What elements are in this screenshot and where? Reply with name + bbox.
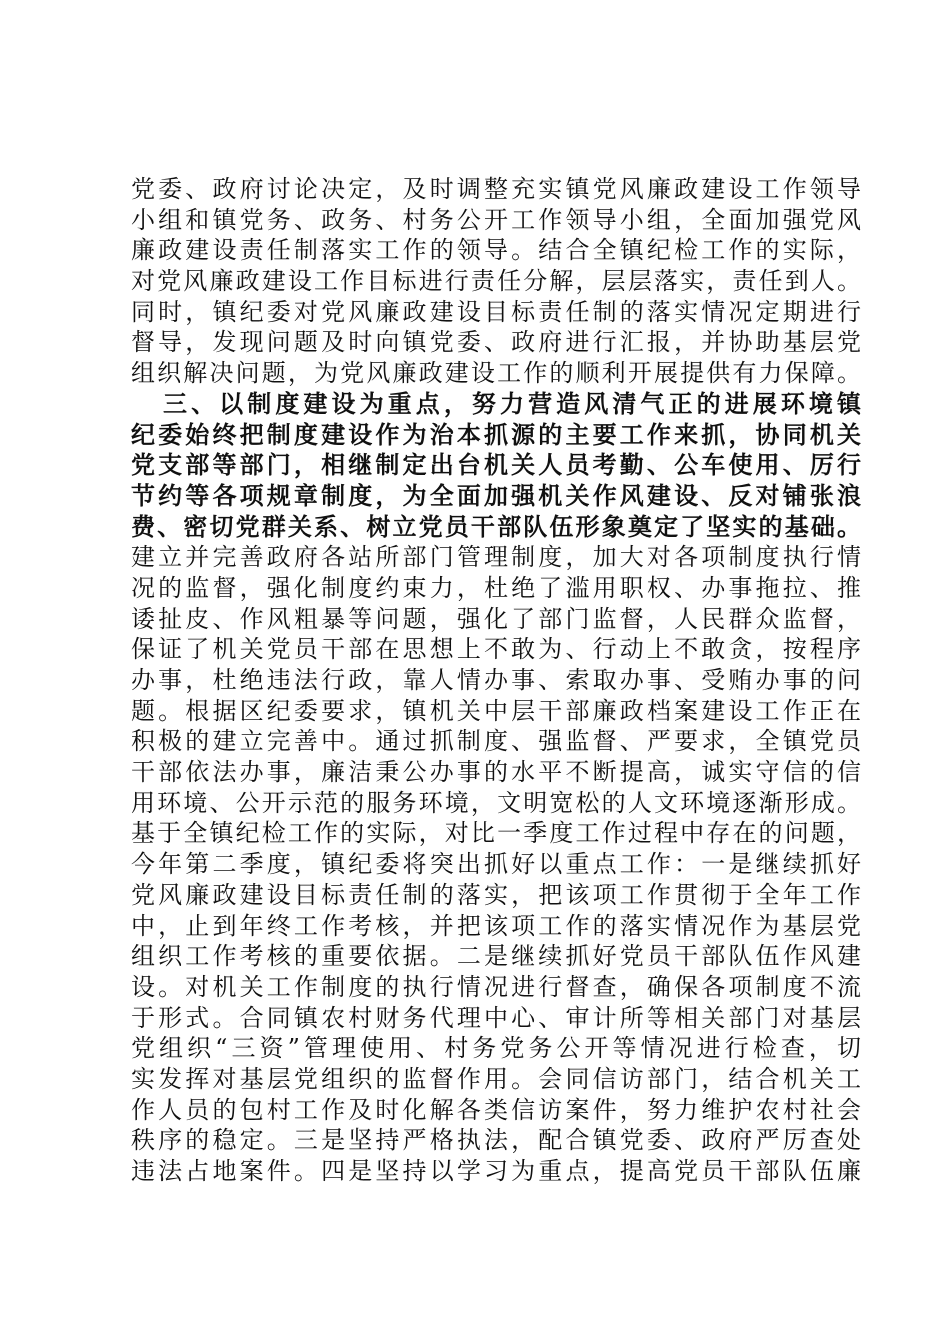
text-line: 党组织“三资”管理使用、村务党务公开等情况进行检查，切 [131, 1034, 861, 1063]
text-line: 建立并完善政府各站所部门管理制度，加大对各项制度执行情 [131, 543, 861, 572]
text-line: 作人员的包村工作及时化解各类信访案件，努力维护农村社会 [131, 1095, 861, 1124]
text-line: 题。根据区纪委要求，镇机关中层干部廉政档案建设工作正在 [131, 696, 861, 725]
text-line: 况的监督，强化制度约束力，杜绝了滥用职权、办事拖拉、推 [131, 573, 861, 602]
text-line: 组织解决问题，为党风廉政建设工作的顺利开展提供有力保障。 [131, 359, 861, 388]
text-line: 设。对机关工作制度的执行情况进行督查，确保各项制度不流 [131, 972, 861, 1001]
text-line: 诿扯皮、作风粗暴等问题，强化了部门监督，人民群众监督， [131, 604, 861, 633]
text-line: 办事，杜绝违法行政，靠人情办事、索取办事、受贿办事的问 [131, 666, 861, 694]
text-line: 党委、政府讨论决定，及时调整充实镇党风廉政建设工作领导 [131, 175, 861, 203]
text-line: 秩序的稳定。三是坚持严格执法，配合镇党委、政府严厉查处 [131, 1126, 861, 1155]
text-line: 组织工作考核的重要依据。二是继续抓好党员干部队伍作风建 [131, 942, 861, 971]
text-line: 保证了机关党员干部在思想上不敢为、行动上不敢贪，按程序 [131, 635, 861, 664]
section-heading-line: 三、以制度建设为重点，努力营造风清气正的进展环境镇 [163, 388, 861, 418]
text-line: 中，止到年终工作考核，并把该项工作的落实情况作为基层党 [131, 911, 861, 940]
text-line: 廉政建设责任制落实工作的领导。结合全镇纪检工作的实际， [131, 236, 861, 265]
text-line: 用环境、公开示范的服务环境，文明宽松的人文环境逐渐形成。 [131, 788, 861, 817]
text-line: 同时，镇纪委对党风廉政建设目标责任制的落实情况定期进行 [131, 297, 861, 326]
bold-text-line: 党支部等部门，相继制定出台机关人员考勤、公车使用、厉行 [131, 450, 861, 480]
text-line: 督导，发现问题及时向镇党委、政府进行汇报，并协助基层党 [131, 328, 861, 357]
text-line: 党风廉政建设目标责任制的落实，把该项工作贯彻于全年工作 [131, 880, 861, 909]
text-line: 今年第二季度，镇纪委将突出抓好以重点工作：一是继续抓好 [131, 850, 861, 879]
text-line: 实发挥对基层党组织的监督作用。会同信访部门，结合机关工 [131, 1064, 861, 1093]
text-line: 违法占地案件。四是坚持以学习为重点，提高党员干部队伍廉 [131, 1157, 861, 1185]
bold-text-line: 纪委始终把制度建设作为治本抓源的主要工作来抓，协同机关 [131, 419, 861, 449]
text-line: 于形式。合同镇农村财务代理中心、审计所等相关部门对基层 [131, 1003, 861, 1032]
bold-text-line: 节约等各项规章制度，为全面加强机关作风建设、反对铺张浪 [131, 480, 861, 510]
text-line: 小组和镇党务、政务、村务公开工作领导小组，全面加强党风 [131, 205, 861, 234]
body-text [131, 174, 861, 1187]
text-line: 基于全镇纪检工作的实际，对比一季度工作过程中存在的问题， [131, 819, 861, 848]
text-line: 干部依法办事，廉洁秉公办事的水平不断提高，诚实守信的信 [131, 758, 861, 787]
bold-text-line: 费、密切党群关系、树立党员干部队伍形象奠定了坚实的基础。 [131, 511, 861, 541]
text-line: 对党风廉政建设工作目标进行责任分解，层层落实，责任到人。 [131, 267, 861, 296]
text-line: 积极的建立完善中。通过抓制度、强监督、严要求，全镇党员 [131, 727, 861, 756]
